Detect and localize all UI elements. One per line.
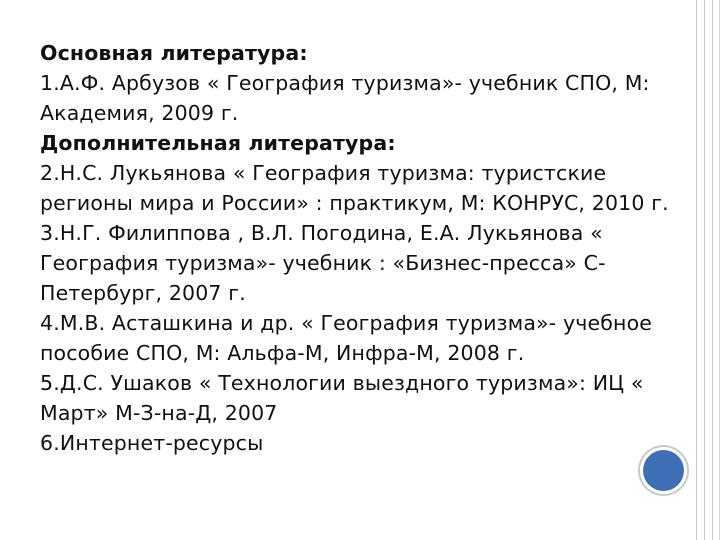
decorative-border-line <box>704 0 705 540</box>
decorative-circle-icon <box>643 450 684 491</box>
additional-literature-heading: Дополнительная литература: <box>40 131 396 155</box>
additional-literature-item-4: 4.М.В. Асташкина и др. « География туризма»- учебное пособие СПО, М: Альфа-М, Инфра-М, 2008 г. <box>40 311 653 365</box>
additional-literature-item-6: 6.Интернет-ресурсы <box>40 431 264 455</box>
decorative-border-line <box>712 0 713 540</box>
additional-literature-item-3: 3.Н.Г. Филиппова , В.Л. Погодина, Е.А. Лукьянова « География туризма»- учебник : «Бизнес-пресса» С-Петербург, 2007 г. <box>40 221 606 305</box>
additional-literature-item-2: 2.Н.С. Лукьянова « География туризма: туристские регионы мира и России» : практикум, М: КОНРУС, 2010 г. <box>40 161 669 215</box>
decorative-border-line <box>696 0 697 540</box>
additional-literature-item-5: 5.Д.С. Ушаков « Технологии выездного туризма»: ИЦ « Март» М-З-на-Д, 2007 <box>40 371 644 425</box>
main-literature-heading: Основная литература: <box>40 41 308 65</box>
main-literature-item-1: 1.А.Ф. Арбузов « География туризма»- учебник СПО, М: Академия, 2009 г. <box>40 71 650 125</box>
bibliography-text <box>40 38 690 458</box>
